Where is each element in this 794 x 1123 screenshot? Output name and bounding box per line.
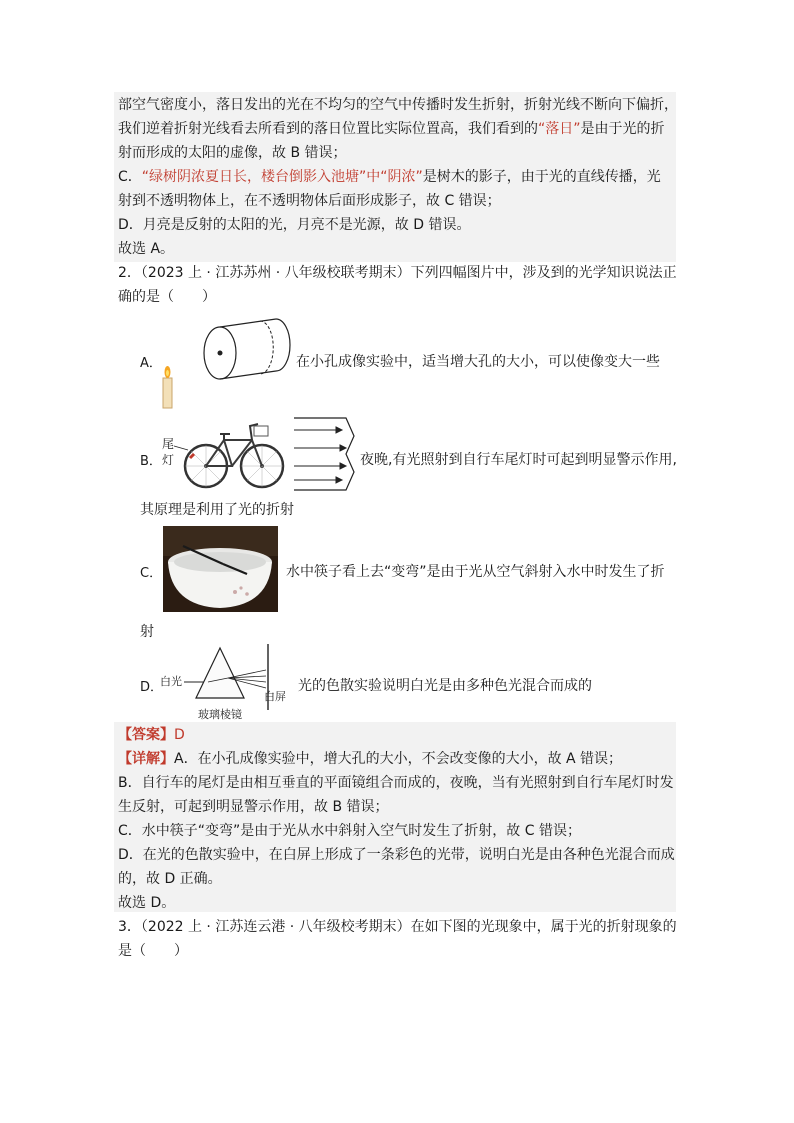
- detail-line-5: D．在光的色散实验中，在白屏上形成了一条彩色的光带，说明白光是由各种色光混合而成: [118, 847, 675, 863]
- pinhole-camera-figure: [158, 316, 298, 412]
- option-d-label[interactable]: D．: [140, 680, 164, 695]
- option-b-text-cont: 其原理是利用了光的折射: [140, 502, 294, 518]
- tail-light-label-2: 灯: [162, 453, 175, 467]
- prism-label: 玻璃棱镜: [198, 708, 242, 721]
- option-c-text: 水中筷子看上去“变弯”是由于光从空气斜射入水中时发生了折: [286, 564, 665, 580]
- analysis-line-7: 故选 A。: [118, 241, 175, 257]
- detail-line-7: 故选 D。: [118, 895, 176, 911]
- prism-dispersion-figure: [158, 640, 290, 724]
- question-3-stem-cont: 是（ ）: [118, 943, 188, 959]
- question-2-stem: 2．（2023 上 · 江苏苏州 · 八年级校联考期末）下列四幅图片中，涉及到的光学知识说法正: [118, 265, 677, 281]
- option-a-text: 在小孔成像实验中，适当增大孔的大小，可以使像变大一些: [296, 354, 660, 370]
- question-2-stem-cont: 确的是（ ）: [118, 289, 216, 305]
- option-d-text: 光的色散实验说明白光是由多种色光混合而成的: [298, 678, 592, 694]
- detail-line-6: 的，故 D 正确。: [118, 871, 222, 887]
- analysis-line-4: C．“绿树阴浓夏日长，楼台倒影入池塘”中“阴浓”是树木的影子，由于光的直线传播，光: [118, 169, 661, 185]
- analysis-line-5: 射到不透明物体上，在不透明物体后面形成影子，故 C 错误；: [118, 193, 501, 209]
- detail-line-2: B．自行车的尾灯是由相互垂直的平面镜组合而成的，夜晚，当有光照射到自行车尾灯时发: [118, 775, 674, 791]
- screen-label: 白屏: [264, 690, 286, 703]
- detail-line-3: 生反射，可起到明显警示作用，故 B 错误；: [118, 799, 389, 815]
- option-c-label[interactable]: C．: [140, 566, 163, 581]
- bicycle-tail-light-figure: [160, 414, 356, 496]
- analysis-line-3: 射而形成的太阳的虚像，故 B 错误；: [118, 145, 347, 161]
- tail-light-label-1: 尾: [162, 437, 175, 451]
- option-b-text: 夜晚,有光照射到自行车尾灯时可起到明显警示作用,: [360, 452, 677, 468]
- detail-line-4: C．水中筷子“变弯”是由于光从水中斜射入空气时发生了折射，故 C 错误；: [118, 823, 581, 839]
- analysis-line-6: D．月亮是反射的太阳的光，月亮不是光源，故 D 错误。: [118, 217, 471, 233]
- option-b-label[interactable]: B．: [140, 454, 162, 469]
- chopstick-in-water-photo: [163, 526, 278, 612]
- answer-line: 【答案】D: [118, 727, 185, 743]
- analysis-line-2: 我们逆着折射光线看去所看到的落日位置比实际位置高，我们看到的“落日”是由于光的折: [118, 121, 665, 137]
- white-light-label: 白光: [160, 675, 182, 688]
- question-3-stem: 3．（2022 上 · 江苏连云港 · 八年级校考期末）在如下图的光现象中，属于光的折射现象的: [118, 919, 677, 935]
- option-a-label[interactable]: A．: [140, 356, 162, 371]
- analysis-line-1: 部空气密度小，落日发出的光在不均匀的空气中传播时发生折射，折射光线不断向下偏折，: [118, 97, 678, 113]
- detail-line-1: 【详解】A．在小孔成像实验中，增大孔的大小，不会改变像的大小，故 A 错误；: [118, 751, 623, 767]
- option-c-text-cont: 射: [140, 624, 154, 640]
